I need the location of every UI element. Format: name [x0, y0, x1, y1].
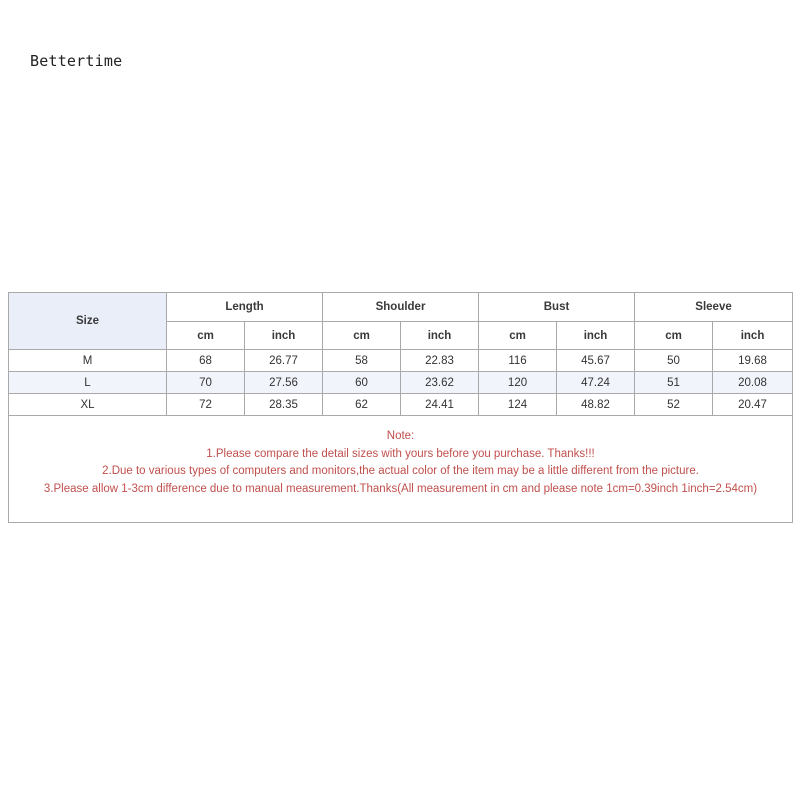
table-row — [9, 350, 793, 372]
value-cell: 20.08 — [713, 372, 793, 394]
notes-title: Note: — [386, 430, 415, 442]
unit-header: inch — [557, 322, 635, 350]
value-cell: 116 — [479, 350, 557, 372]
value-cell: 70 — [167, 372, 245, 394]
value-cell: 48.82 — [557, 394, 635, 416]
value-cell: 120 — [479, 372, 557, 394]
value-cell: 50 — [635, 350, 713, 372]
value-cell: 28.35 — [245, 394, 323, 416]
unit-header: inch — [245, 322, 323, 350]
unit-header: inch — [713, 322, 793, 350]
size-chart-table — [8, 292, 793, 523]
value-cell: 62 — [323, 394, 401, 416]
group-header-sleeve: Sleeve — [635, 293, 793, 322]
value-cell: 20.47 — [713, 394, 793, 416]
unit-header: cm — [479, 322, 557, 350]
value-cell: 45.67 — [557, 350, 635, 372]
size-cell: L — [9, 372, 167, 394]
size-cell: XL — [9, 394, 167, 416]
table-row — [9, 394, 793, 416]
group-header-length: Length — [167, 293, 323, 322]
value-cell: 26.77 — [245, 350, 323, 372]
size-cell: M — [9, 350, 167, 372]
value-cell: 52 — [635, 394, 713, 416]
size-column-header: Size — [9, 293, 167, 350]
note-line-1: 1.Please compare the detail sizes with yours before you purchase. Thanks!!! — [206, 447, 595, 460]
note-line-3: 3.Please allow 1-3cm difference due to manual measurement.Thanks(All measurement in cm and please note 1cm=0.39inch 1inch=2.54cm) — [43, 482, 758, 495]
value-cell: 27.56 — [245, 372, 323, 394]
value-cell: 23.62 — [401, 372, 479, 394]
value-cell: 72 — [167, 394, 245, 416]
group-header-bust: Bust — [479, 293, 635, 322]
group-header-shoulder: Shoulder — [323, 293, 479, 322]
value-cell: 22.83 — [401, 350, 479, 372]
note-line-2: 2.Due to various types of computers and monitors,the actual color of the item may be a little different from the picture. — [102, 465, 699, 477]
unit-header: cm — [167, 322, 245, 350]
notes-cell — [9, 416, 793, 523]
value-cell: 24.41 — [401, 394, 479, 416]
group-header-row — [9, 293, 793, 322]
value-cell: 60 — [323, 372, 401, 394]
unit-header: cm — [635, 322, 713, 350]
notes-row — [9, 416, 793, 523]
unit-header: cm — [323, 322, 401, 350]
value-cell: 124 — [479, 394, 557, 416]
value-cell: 19.68 — [713, 350, 793, 372]
brand-name: Bettertime — [30, 52, 123, 70]
table-row — [9, 372, 793, 394]
value-cell: 51 — [635, 372, 713, 394]
value-cell: 47.24 — [557, 372, 635, 394]
value-cell: 68 — [167, 350, 245, 372]
value-cell: 58 — [323, 350, 401, 372]
unit-header: inch — [401, 322, 479, 350]
